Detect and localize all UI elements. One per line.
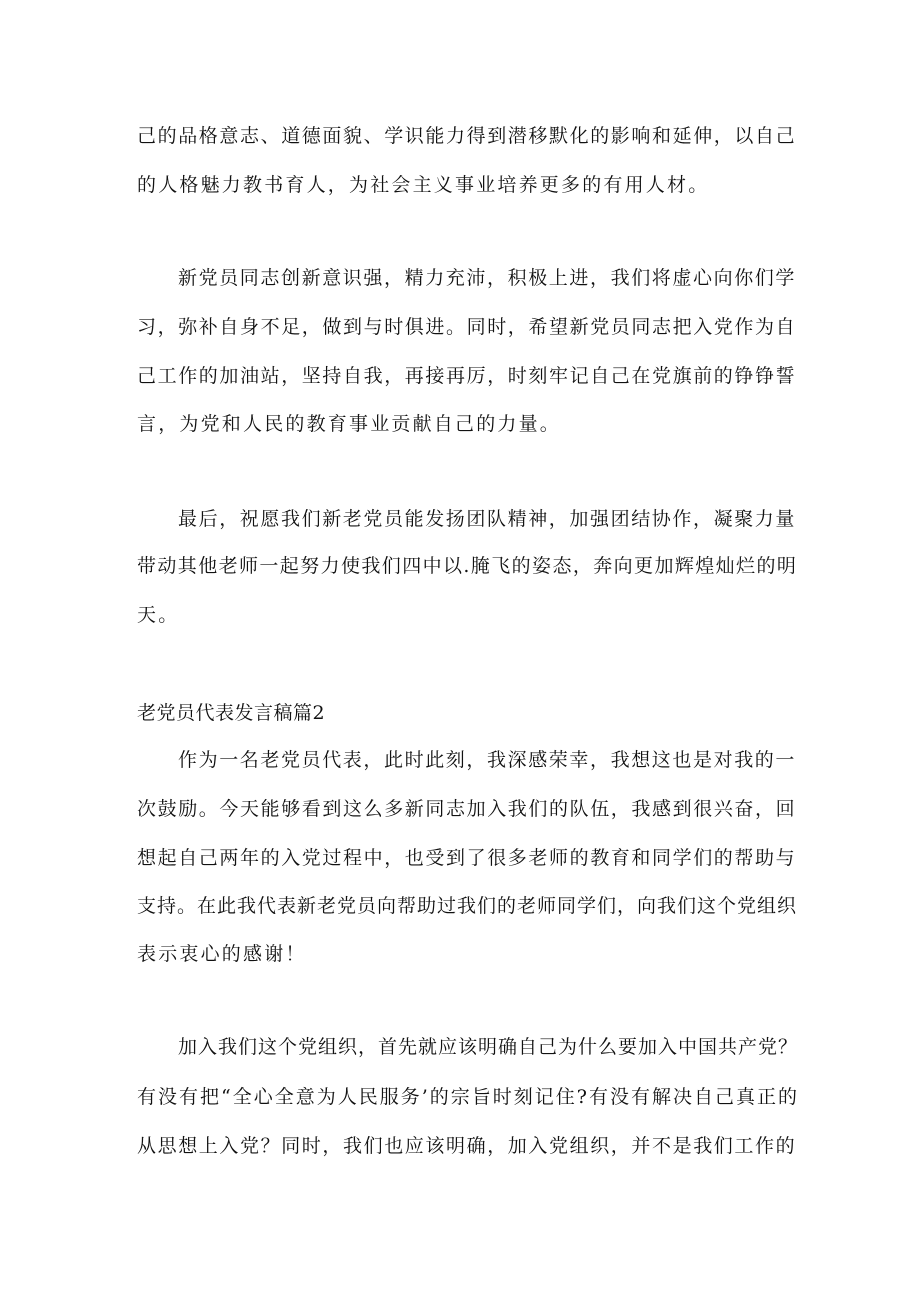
paragraph-line: 从思想上入党？同时，我们也应该明确，加入党组织，并不是我们工作的 [137, 1135, 797, 1157]
paragraph-line: 支持。在此我代表新老党员向帮助过我们的老师同学们，向我们这个党组织 [137, 895, 798, 917]
paragraph-line: 最后，祝愿我们新老党员能发扬团队精神，加强团结协作，凝聚力量 [178, 508, 797, 530]
paragraph-line: 带动其他老师一起努力使我们四中以.腌飞的姿态，奔向更加辉煌灿烂的明 [137, 555, 798, 577]
paragraph-line: 想起自己两年的入党过程中，也受到了很多老师的教育和同学们的帮助与 [137, 847, 797, 869]
section-heading: 老党员代表发言稿篇2 [137, 702, 326, 724]
paragraph-line: 己的品格意志、道德面貌、学识能力得到潜移默化的影响和延伸，以自己 [137, 125, 797, 147]
paragraph-line: 言，为党和人民的教育事业贡献自己的力量。 [137, 413, 562, 435]
paragraph-line: 习，弥补自身不足，做到与时俱进。同时，希望新党员同志把入党作为自 [137, 316, 797, 338]
paragraph-line: 天。 [137, 604, 180, 626]
paragraph-line: 有没有把“全心全意为人民服务’的宗旨时刻记住?有没有解决自己真正的 [137, 1086, 799, 1108]
paragraph-line: 己工作的加油站，坚持自我，再接再厉，时刻牢记自己在党旗前的铮铮誓 [137, 365, 797, 387]
paragraph-line: 加入我们这个党组织，首先就应该明确自己为什么要加入中国共产党？ [178, 1036, 799, 1058]
paragraph-line: 次鼓励。今天能够看到这么多新同志加入我们的队伍，我感到很兴奋，回 [137, 798, 797, 820]
paragraph-line: 新党员同志创新意识强，精力充沛，积极上进，我们将虚心向你们学 [178, 267, 797, 289]
paragraph-line: 表示衷心的感谢！ [137, 943, 307, 965]
paragraph-line: 的人格魅力教书育人，为社会主义事业培养更多的有用人材。 [137, 174, 710, 196]
paragraph-line: 作为一名老党员代表，此时此刻，我深感荣幸，我想这也是对我的一 [178, 749, 797, 771]
